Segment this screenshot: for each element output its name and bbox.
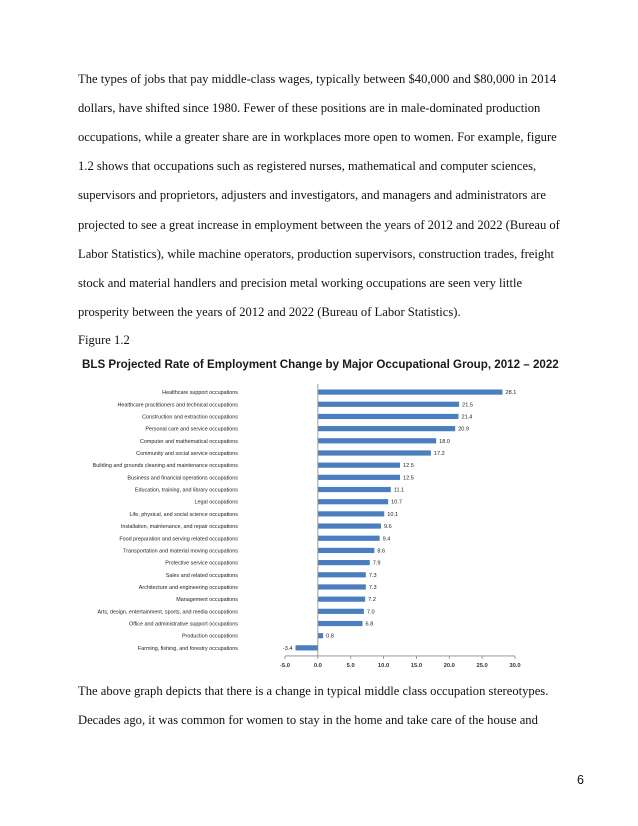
chart-bar (296, 645, 318, 650)
chart-bar (318, 548, 375, 553)
category-label: Legal occupations (194, 499, 238, 506)
chart-bar (318, 475, 400, 480)
category-label: Healthcare support occupations (162, 390, 238, 397)
chart-bar (318, 487, 391, 492)
category-label: Farming, fishing, and forestry occupations (137, 645, 238, 652)
x-tick-label: -5.0 (280, 662, 290, 669)
data-label: 7.3 (368, 572, 377, 579)
category-label: Office and administrative support occupations (129, 621, 238, 628)
chart-bar (318, 609, 364, 614)
chart-title: BLS Projected Rate of Employment Change by Major Occupational Group, 2012 – 2022 (82, 358, 559, 371)
chart-bar (318, 523, 381, 528)
figure-label: Figure 1.2 (78, 333, 130, 347)
category-label: Construction and extraction occupations (142, 414, 238, 421)
data-label: 9.4 (382, 536, 391, 543)
chart-bar (318, 389, 503, 394)
data-label: 7.3 (368, 584, 377, 591)
category-label: Education, training, and library occupations (134, 487, 238, 494)
x-tick-label: 5.0 (346, 662, 355, 669)
data-label: 12.5 (403, 475, 414, 482)
x-tick-label: 10.0 (377, 662, 390, 669)
paragraph-1-line: supervisors and proprietors, adjusters and investigators, and managers and administrators are (78, 188, 546, 203)
chart-bar (318, 621, 363, 626)
data-label: 7.2 (368, 597, 376, 604)
data-label: 28.1 (505, 390, 517, 397)
category-label: Healthcare practitioners and technical occupations (117, 402, 238, 409)
chart-bar (318, 511, 384, 516)
category-label: Business and financial operations occupations (127, 475, 238, 482)
category-label: Community and social service occupations (136, 450, 238, 457)
data-label: 10.7 (391, 499, 403, 506)
chart-bar (318, 633, 323, 638)
paragraph-1-line: occupations, while a greater share are in workplaces more open to women. For example, figure (78, 130, 557, 145)
data-label: 11.1 (393, 487, 405, 494)
bar-chart (60, 358, 559, 670)
chart-bar (318, 414, 459, 419)
data-label: 6.8 (365, 621, 374, 628)
data-label: 17.2 (433, 450, 445, 457)
paragraph-1-line: projected to see a great increase in employment between the years of 2012 and 2022 (Bureau of (78, 217, 560, 232)
chart-bar (318, 597, 365, 602)
category-label: Management occupations (176, 597, 238, 604)
category-label: Building and grounds cleaning and maintenance occupations (92, 463, 238, 470)
category-label: Computer and mathematical occupations (140, 438, 238, 445)
chart-bar (318, 438, 436, 443)
x-tick-label: 20.0 (443, 662, 455, 669)
category-label: Arts, design, entertainment, sports, and media occupations (97, 609, 238, 616)
paragraph-1-line: 1.2 shows that occupations such as registered nurses, mathematical and computer sciences, (78, 159, 537, 174)
data-label: -3.4 (282, 645, 293, 652)
paragraph-2-line: The above graph depicts that there is a change in typical middle class occupation stereotypes. (78, 684, 549, 698)
x-tick-label: 0.0 (313, 662, 322, 669)
data-label: 7.9 (372, 560, 381, 567)
category-label: Sales and related occupations (165, 572, 238, 579)
data-label: 8.6 (377, 548, 386, 555)
paragraph-1-line: The types of jobs that pay middle-class wages, typically between $40,000 and $80,000 in 2014 (78, 72, 557, 86)
category-label: Production occupations (181, 633, 238, 640)
paragraph-1-line: Labor Statistics), while machine operators, production supervisors, construction trades, freight (78, 246, 554, 261)
chart-bar (318, 572, 366, 577)
data-label: 21.5 (462, 402, 474, 409)
chart-bar (318, 584, 366, 589)
data-label: 7.0 (366, 609, 375, 616)
category-label: Protective service occupations (165, 560, 238, 567)
category-label: Food preparation and serving related occupations (119, 536, 238, 543)
data-label: 9.6 (383, 524, 392, 531)
data-label: 10.1 (387, 511, 399, 518)
chart-bar (318, 560, 370, 565)
chart-bar (318, 426, 455, 431)
chart-bar (318, 536, 380, 541)
x-tick-label: 25.0 (476, 662, 488, 669)
data-label: 20.9 (458, 426, 470, 433)
data-label: 0.8 (326, 633, 334, 640)
chart-bar (318, 402, 459, 407)
chart-svg (60, 358, 540, 670)
page-number: 6 (577, 773, 584, 787)
category-label: Architecture and engineering occupations (138, 584, 238, 591)
category-label: Life, physical, and social science occupations (129, 511, 238, 518)
x-tick-label: 15.0 (410, 662, 423, 669)
paragraph-2-line: Decades ago, it was common for women to stay in the home and take care of the house and (78, 713, 538, 727)
chart-bar (318, 463, 400, 468)
chart-bar (318, 499, 388, 504)
x-tick-label: 30.0 (509, 662, 521, 669)
data-label: 12.5 (403, 463, 414, 470)
category-label: Personal care and service occupations (145, 426, 238, 433)
paragraph-1-line: stock and material handlers and precision metal working occupations are seen very little (78, 275, 523, 290)
data-label: 18.0 (439, 438, 451, 445)
paragraph-1-line: prosperity between the years of 2012 and 2022 (Bureau of Labor Statistics). (78, 304, 461, 319)
data-label: 21.4 (461, 414, 473, 421)
chart-bar (318, 450, 431, 455)
category-label: Transportation and material moving occupations (123, 548, 238, 555)
category-label: Installation, maintenance, and repair occupations (120, 524, 238, 531)
paragraph-1-line: dollars, have shifted since 1980. Fewer of these positions are in male-dominated production (78, 101, 541, 116)
